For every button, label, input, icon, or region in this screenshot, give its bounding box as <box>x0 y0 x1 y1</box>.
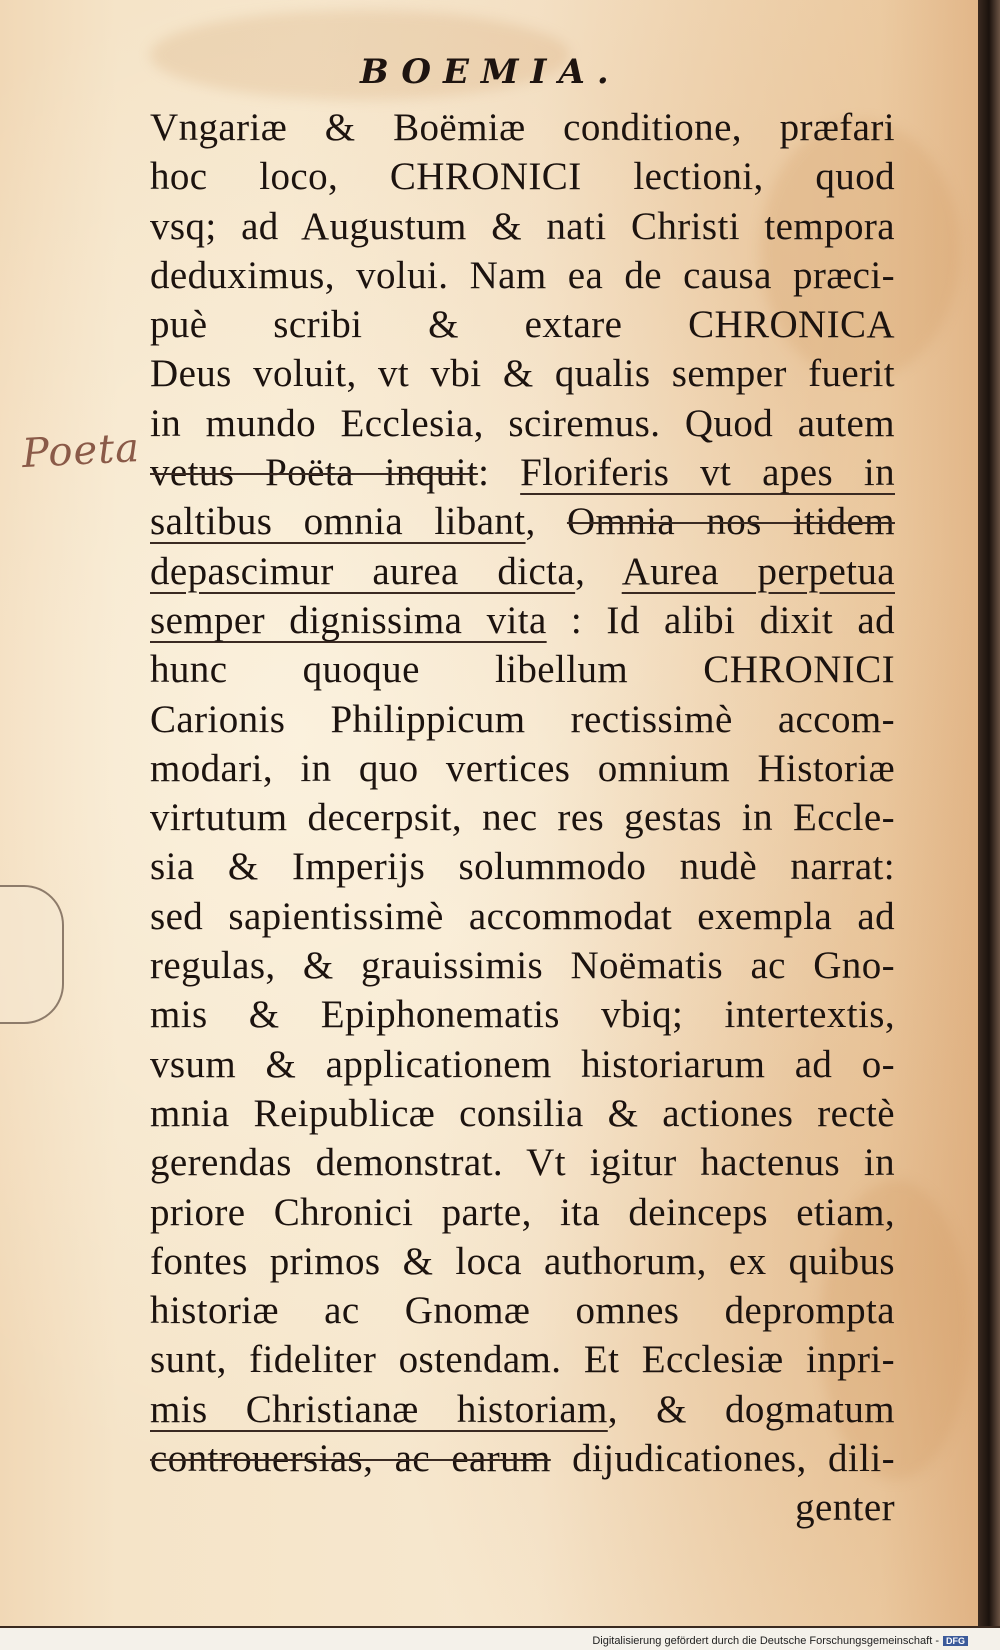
text-line <box>150 547 895 596</box>
text-line: sunt, fideliter ostendam. Et Ecclesiæ inpri- <box>150 1338 895 1382</box>
underlined-text: mis Christianæ historiam <box>150 1387 608 1431</box>
margin-note: Poeta <box>20 424 142 478</box>
plain-text: , <box>525 500 567 544</box>
struck-text: controuersias, ac earum <box>150 1437 551 1481</box>
text-line <box>150 448 895 497</box>
text-line: Vngariæ & Boëmiæ conditione, præfari <box>150 106 895 149</box>
underlined-text: saltibus omnia libant <box>150 500 526 544</box>
text-block <box>150 103 895 1533</box>
underlined-text: depascimur aurea dicta <box>150 549 576 593</box>
footer-credit <box>592 1635 968 1647</box>
text-line: vsq; ad Augustum & nati Christi tempora <box>150 204 895 248</box>
footer-bar <box>0 1626 1000 1650</box>
text-line <box>150 596 895 645</box>
text-line: modari, in quo vertices omnium Historiæ <box>150 746 895 790</box>
text-line: Deus voluit, vt vbi & qualis semper fuerit <box>150 352 895 396</box>
catchword: genter <box>795 1486 895 1530</box>
plain-text: , <box>575 549 622 593</box>
plain-text: , & dogmatum <box>607 1387 895 1431</box>
text-line: historiæ ac Gnomæ omnes deprompta <box>150 1289 895 1333</box>
text-line: hoc loco, CHRONICI lectioni, quod <box>150 155 895 199</box>
struck-text: Omnia nos itidem <box>566 500 895 544</box>
text-line: deduximus, volui. Nam ea de causa præci- <box>150 253 895 297</box>
text-line: sed sapientissimè accommodat exempla ad <box>150 894 895 938</box>
book-edge <box>978 0 1000 1650</box>
text-line: mis & Epiphonematis vbiq; intertextis, <box>150 993 895 1037</box>
text-line: virtutum decerpsit, nec res gestas in Eccle- <box>150 796 895 840</box>
plain-text: : Id alibi dixit ad <box>546 598 895 642</box>
text-line: vsum & applicationem historiarum ad o- <box>150 1042 895 1086</box>
underlined-text: Aurea perpetua <box>621 549 895 593</box>
plain-text: : <box>478 451 521 495</box>
struck-text: vetus Poëta inquit <box>150 451 479 495</box>
text-line <box>150 497 895 546</box>
text-line: hunc quoque libellum CHRONICI <box>150 648 895 692</box>
text-line: Carionis Philippicum rectissimè accom- <box>150 697 895 741</box>
underlined-text: semper dignissima vita <box>150 598 547 642</box>
text-line: fontes primos & loca authorum, ex quibus <box>150 1239 895 1283</box>
text-line: gerendas demonstrat. Vt igitur hactenus in <box>150 1141 895 1185</box>
text-line: sia & Imperijs solummodo nudè narrat: <box>150 845 895 889</box>
text-line: mnia Reipublicæ consilia & actiones rectè <box>150 1091 895 1135</box>
text-line <box>150 1434 895 1483</box>
underlined-text: Floriferis vt apes in <box>520 451 895 495</box>
dfg-logo: DFG <box>943 1636 968 1646</box>
footer-text: Digitalisierung gefördert durch die Deutsche Forschungsgemeinschaft - <box>592 1635 939 1647</box>
text-line: in mundo Ecclesia, sciremus. Quod autem <box>150 401 895 445</box>
text-line <box>150 1385 895 1434</box>
text-line: puè scribi & extare CHRONICA <box>150 303 895 347</box>
text-line: regulas, & grauissimis Noëmatis ac Gno- <box>150 944 895 988</box>
text-line: priore Chronici parte, ita deinceps etiam, <box>150 1190 895 1234</box>
bookmark-tab <box>0 885 64 1024</box>
plain-text: dijudicationes, dili- <box>550 1437 895 1481</box>
running-head: BOEMIA. <box>360 52 621 92</box>
